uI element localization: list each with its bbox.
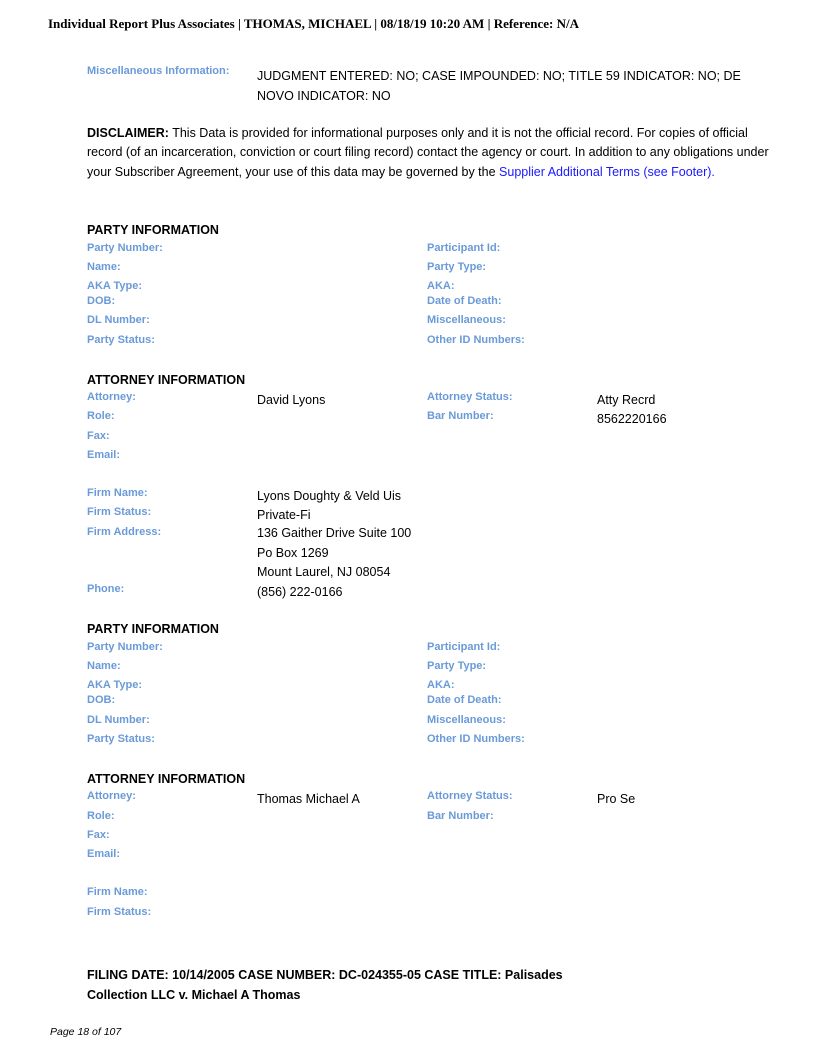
firm-name-label: Firm Name: bbox=[87, 886, 148, 898]
firm-status: Private-Fi bbox=[257, 508, 311, 522]
firm-status-label: Firm Status: bbox=[87, 506, 152, 518]
disclaimer-title: DISCLAIMER: bbox=[87, 126, 169, 140]
miscellaneous-label: Miscellaneous: bbox=[427, 714, 506, 726]
party-info-heading: PARTY INFORMATION bbox=[87, 223, 219, 237]
supplier-terms-link[interactable]: Supplier Additional Terms (see Footer). bbox=[499, 164, 715, 179]
firm-address-line3: Mount Laurel, NJ 08054 bbox=[257, 565, 391, 579]
misc-info-value-line2: NOVO INDICATOR: NO bbox=[257, 89, 391, 103]
phone: (856) 222-0166 bbox=[257, 585, 343, 599]
other-id-label: Other ID Numbers: bbox=[427, 733, 525, 745]
party-number-label: Party Number: bbox=[87, 641, 163, 653]
firm-status-label: Firm Status: bbox=[87, 906, 152, 918]
phone-label: Phone: bbox=[87, 583, 125, 595]
firm-name: Lyons Doughty & Veld Uis bbox=[257, 489, 402, 503]
name-label: Name: bbox=[87, 261, 121, 273]
email-label: Email: bbox=[87, 848, 121, 860]
attorney-status: Pro Se bbox=[597, 792, 636, 806]
fax-label: Fax: bbox=[87, 829, 110, 841]
firm-address-line2: Po Box 1269 bbox=[257, 546, 329, 560]
party-type-label: Party Type: bbox=[427, 261, 487, 273]
dl-number-label: DL Number: bbox=[87, 314, 150, 326]
party-info-heading-2: PARTY INFORMATION bbox=[87, 622, 219, 636]
disclaimer bbox=[87, 124, 777, 182]
party-number-label: Party Number: bbox=[87, 242, 163, 254]
aka-type-label: AKA Type: bbox=[87, 280, 142, 292]
aka-type-label: AKA Type: bbox=[87, 679, 142, 691]
role-label: Role: bbox=[87, 410, 115, 422]
attorney-info-heading-2: ATTORNEY INFORMATION bbox=[87, 772, 246, 786]
dob-label: DOB: bbox=[87, 694, 116, 706]
attorney-label: Attorney: bbox=[87, 790, 136, 802]
party-type-label: Party Type: bbox=[427, 660, 487, 672]
disclaimer-text: This Data is provided for informational purposes only and it is not the official record. For copies of official record (of an incarceration, conviction or court filing record) contact the agency or court. In addition to any obligations under your Subscriber Agreement, your use of this data may be governed by the bbox=[87, 126, 769, 179]
aka-label: AKA: bbox=[427, 679, 455, 691]
attorney-name: Thomas Michael A bbox=[257, 792, 360, 806]
dob-label: DOB: bbox=[87, 295, 116, 307]
misc-info-label: Miscellaneous Information: bbox=[87, 65, 230, 77]
participant-id-label: Participant Id: bbox=[427, 242, 501, 254]
attorney-info-heading: ATTORNEY INFORMATION bbox=[87, 373, 246, 387]
dl-number-label: DL Number: bbox=[87, 714, 150, 726]
email-label: Email: bbox=[87, 449, 121, 461]
attorney-status-label: Attorney Status: bbox=[427, 391, 513, 403]
attorney-status-label: Attorney Status: bbox=[427, 790, 513, 802]
role-label: Role: bbox=[87, 810, 115, 822]
date-of-death-label: Date of Death: bbox=[427, 694, 502, 706]
firm-name-label: Firm Name: bbox=[87, 487, 148, 499]
participant-id-label: Participant Id: bbox=[427, 641, 501, 653]
name-label: Name: bbox=[87, 660, 121, 672]
bar-number: 8562220166 bbox=[597, 412, 667, 426]
attorney-status: Atty Recrd bbox=[597, 393, 656, 407]
report-header: Individual Report Plus Associates | THOMAS, MICHAEL | 08/18/19 10:20 AM | Reference: N/A bbox=[48, 16, 579, 31]
filing-info-line2: Collection LLC v. Michael A Thomas bbox=[87, 988, 301, 1002]
filing-info-line1: FILING DATE: 10/14/2005 CASE NUMBER: DC-024355-05 CASE TITLE: Palisades bbox=[87, 968, 563, 982]
bar-number-label: Bar Number: bbox=[427, 810, 494, 822]
firm-address-line1: 136 Gaither Drive Suite 100 bbox=[257, 526, 412, 540]
attorney-name: David Lyons bbox=[257, 393, 326, 407]
misc-info-value-line1: JUDGMENT ENTERED: NO; CASE IMPOUNDED: NO; TITLE 59 INDICATOR: NO; DE bbox=[257, 69, 741, 83]
party-status-label: Party Status: bbox=[87, 733, 155, 745]
other-id-label: Other ID Numbers: bbox=[427, 334, 525, 346]
bar-number-label: Bar Number: bbox=[427, 410, 494, 422]
date-of-death-label: Date of Death: bbox=[427, 295, 502, 307]
aka-label: AKA: bbox=[427, 280, 455, 292]
firm-address-label: Firm Address: bbox=[87, 526, 162, 538]
party-status-label: Party Status: bbox=[87, 334, 155, 346]
fax-label: Fax: bbox=[87, 430, 110, 442]
page-number: Page 18 of 107 bbox=[50, 1026, 122, 1038]
miscellaneous-label: Miscellaneous: bbox=[427, 314, 506, 326]
attorney-label: Attorney: bbox=[87, 391, 136, 403]
